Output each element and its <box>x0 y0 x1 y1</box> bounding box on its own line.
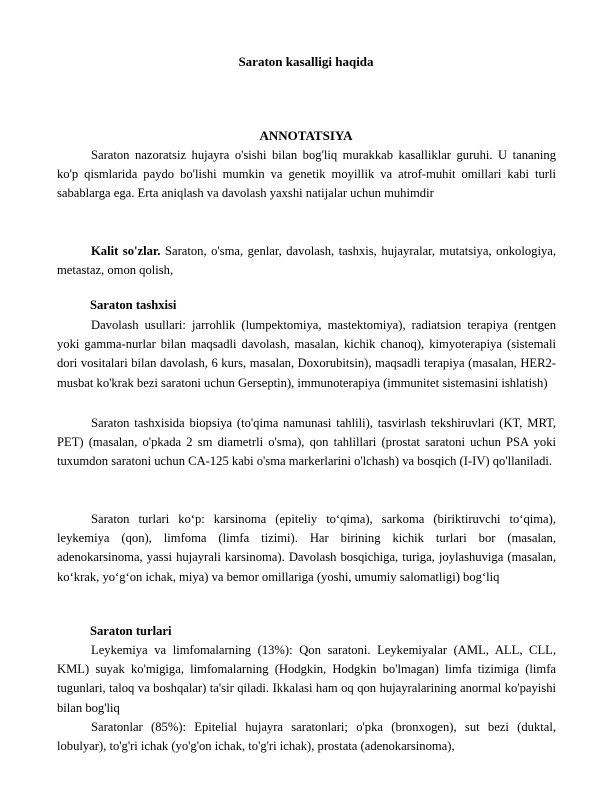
document-title: Saraton kasalligi haqida <box>238 54 374 69</box>
annotation-heading: ANNOTATSIYA <box>259 128 353 143</box>
diagnosis-paragraph-treatment: Davolash usullari: jarrohlik (lumpektomiya, mastektomiya), radiatsion terapiya (rentgen yoki gamma-nurlar bilan maqsadli davolash, masalan, kichik chanoq), kimyoterapiya (sistemali dori vositalari bilan davolash, 6 kurs, masalan, Doxorubitsin), maqsadli terapiya (masalan, HER2-musbat ko'krak bezi saratoni uchun Gerseptin), immunoterapiya (immunitet sistemasini ishlatish) <box>57 318 556 390</box>
keywords-label: Kalit so'zlar. <box>91 244 161 258</box>
annotation-paragraph: Saraton nazoratsiz hujayra o'sishi bilan bog'liq murakkab kasalliklar guruhi. U tananing ko'p qismlarida paydo bo'lishi mumkin va genetik moyillik va atrof-muhit omillari kabi turli sabablarga ega. Erta aniqlash va davolash yaxshi natijalar uchun muhimdir <box>57 148 556 201</box>
types-paragraph-carcinoma: Saratonlar (85%): Epitelial hujayra saratonlari; o'pka (bronxogen), sut bezi (duktal, lobulyar), to'g'ri ichak (yo'g'on ichak, to'g'ri ichak), prostata (adenokarsinoma), <box>57 720 556 754</box>
keywords-list: Saraton, o'sma, genlar, davolash, tashxis, hujayralar, mutatsiya, onkologiya, metastaz, omon qolish, <box>57 244 556 278</box>
diagnosis-paragraph-types: Saraton turlari ko‘p: karsinoma (epiteliy to‘qima), sarkoma (biriktiruvchi to‘qima), leykemiya (qon), limfoma (limfa tizimi). Har birining kichik turlari bor (masalan, adenokarsinoma, yassi hujayrali karsinoma). Davolash bosqichiga, turiga, joylashuviga (masalan, ko‘krak, yo‘g‘on ichak, miya) va bemor omillariga (yoshi, umumiy salomatligi) bog‘liq <box>57 512 556 584</box>
diagnosis-paragraph-biopsy: Saraton tashxisida biopsiya (to'qima namunasi tahlili), tasvirlash tekshiruvlari (KT, MRT, PET) (masalan, o'pkada 2 sm diametrli o'sma), qon tahlillari (prostat saratoni uchun PSA yoki tuxumdon saratoni uchun CA-125 kabi o'sma markerlarini o'lchash) va bosqich (I-IV) qo'llaniladi. <box>57 416 556 469</box>
types-heading: Saraton turlari <box>90 624 172 638</box>
diagnosis-heading: Saraton tashxisi <box>90 298 177 312</box>
keywords-paragraph <box>57 242 556 280</box>
types-paragraph-leukemia: Leykemiya va limfomalarning (13%): Qon saratoni. Leykemiyalar (AML, ALL, CLL, KML) suyak ko'migiga, limfomalarning (Hodgkin, Hodgkin bo'lmagan) limfa tizimiga (limfa tugunlari, taloq va boshqalar) ta'sir qiladi. Ikkalasi ham oq qon hujayralarining anormal ko'payishi bilan bog'liq <box>57 643 556 715</box>
